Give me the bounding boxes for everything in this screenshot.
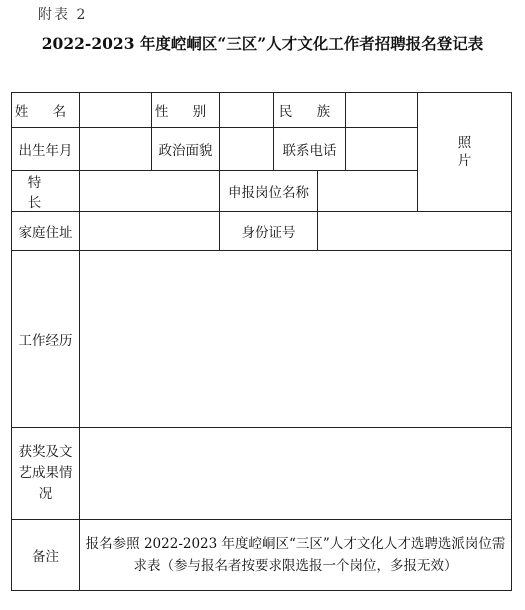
work-history-field[interactable] (80, 251, 512, 428)
position-label: 申报岗位名称 (220, 171, 318, 212)
specialty-label: 特 长 (12, 171, 80, 212)
remarks-label: 备注 (12, 520, 80, 591)
photo-label-1: 照 (457, 134, 472, 151)
address-label: 家庭住址 (12, 212, 80, 251)
work-history-label: 工作经历 (12, 251, 80, 428)
gender-field[interactable] (220, 93, 274, 128)
position-field[interactable] (318, 171, 418, 212)
id-number-field[interactable] (318, 212, 512, 251)
id-number-label: 身份证号 (220, 212, 318, 251)
awards-field[interactable] (80, 428, 512, 520)
photo-box[interactable] (418, 93, 512, 212)
attachment-label: 附表 2 (38, 7, 88, 23)
registration-form-table (11, 92, 512, 591)
name-field[interactable] (80, 93, 152, 128)
photo-label-2: 片 (457, 153, 472, 169)
political-field[interactable] (220, 128, 274, 171)
gender-label: 性 别 (152, 93, 220, 128)
form-title: 2022-2023 年度崆峒区“三区”人才文化工作者招聘报名登记表 (41, 34, 484, 53)
ethnicity-label: 民 族 (274, 93, 346, 128)
birth-label: 出生年月 (12, 128, 80, 171)
political-label: 政治面貌 (152, 128, 220, 171)
ethnicity-field[interactable] (346, 93, 418, 128)
awards-label: 获奖及文艺成果情况 (12, 428, 80, 520)
phone-field[interactable] (346, 128, 418, 171)
remarks-text: 报名参照 2022-2023 年度崆峒区“三区”人才文化人才选聘选派岗位需求表（参与报名者按要求限选报一个岗位，多报无效） (80, 520, 512, 591)
birth-field[interactable] (80, 128, 152, 171)
address-field[interactable] (80, 212, 220, 251)
specialty-field[interactable] (80, 171, 220, 212)
name-label: 姓 名 (12, 93, 80, 128)
phone-label: 联系电话 (274, 128, 346, 171)
